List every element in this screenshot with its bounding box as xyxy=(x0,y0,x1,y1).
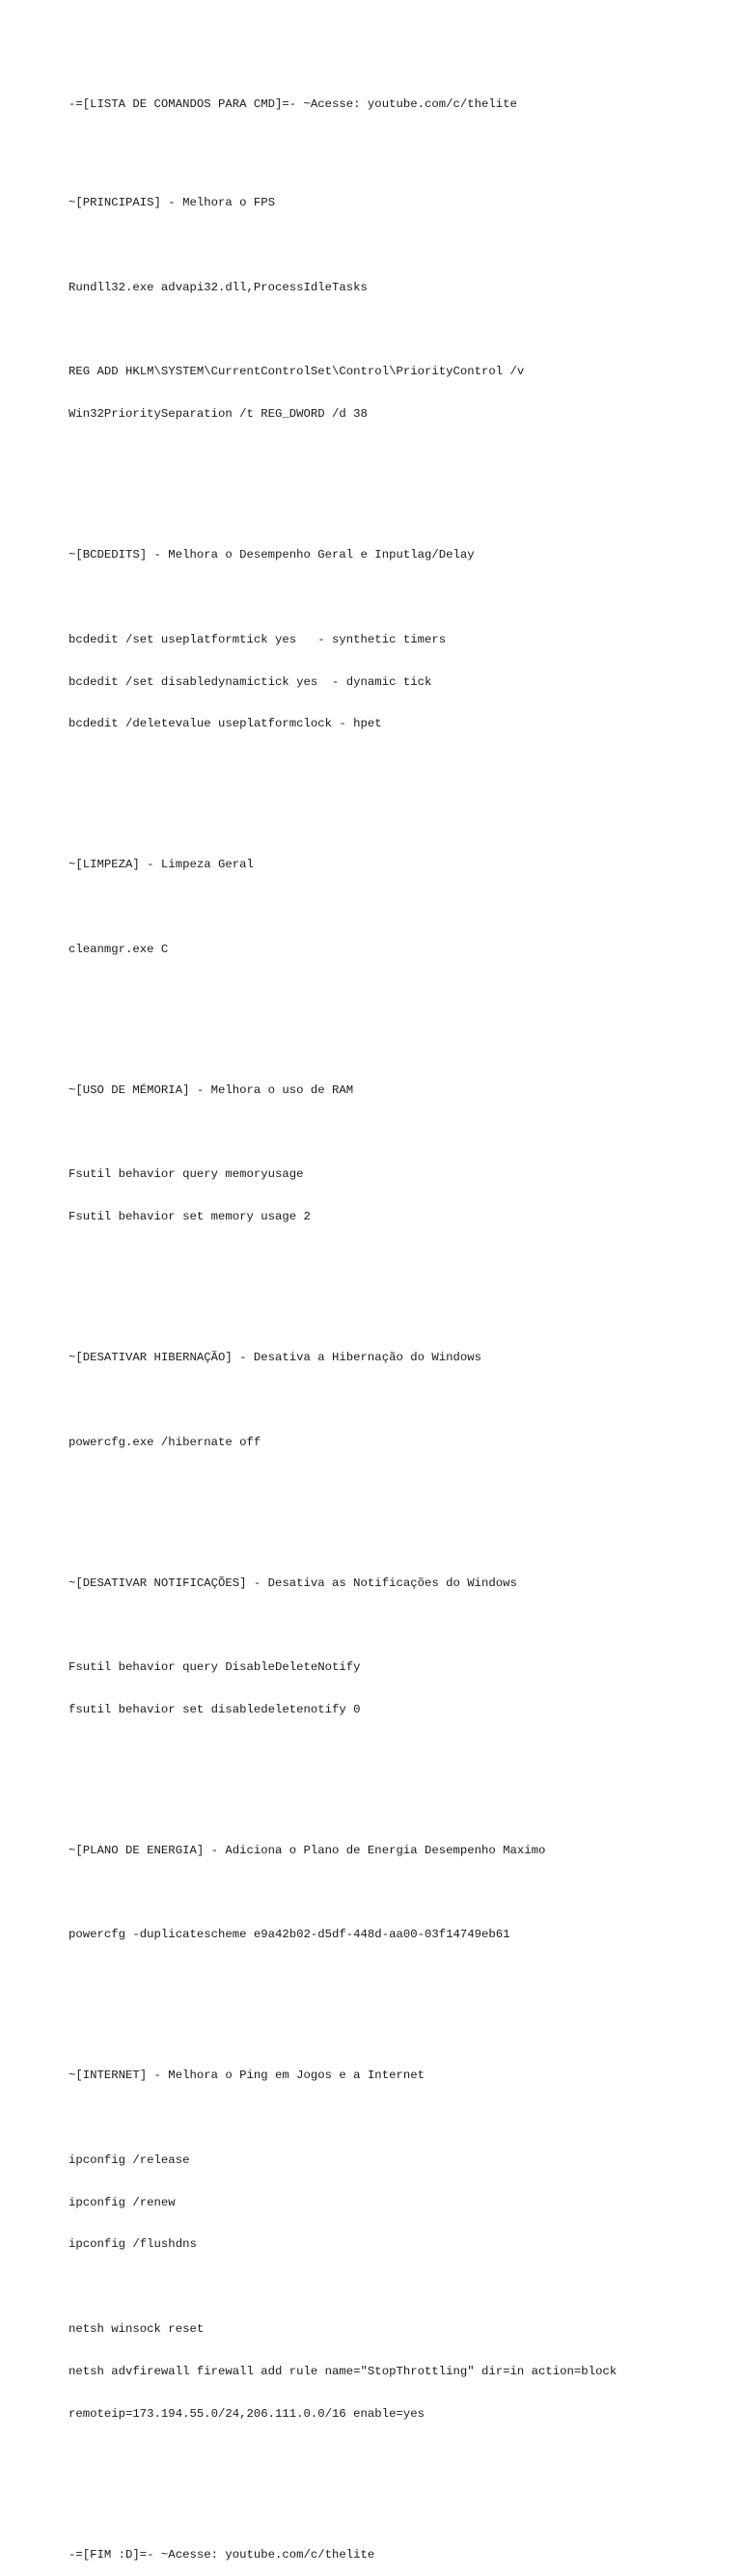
section-title-hibernacao: ~[DESATIVAR HIBERNAÇÃO] - Desativa a Hibernação do Windows xyxy=(69,1351,482,1365)
command-line: fsutil behavior set disabledeletenotify 0 xyxy=(69,1702,361,1716)
command-line: cleanmgr.exe C xyxy=(69,942,169,956)
command-line: ipconfig /renew xyxy=(69,2195,176,2209)
command-line: ipconfig /release xyxy=(69,2152,190,2167)
command-line: Rundll32.exe advapi32.dll,ProcessIdleTasks xyxy=(69,280,368,294)
command-line: Fsutil behavior query DisableDeleteNotify xyxy=(69,1660,361,1675)
command-line: remoteip=173.194.55.0/24,206.111.0.0/16 enable=yes xyxy=(69,2406,425,2421)
document-body xyxy=(69,69,734,2576)
command-line: Fsutil behavior set memory usage 2 xyxy=(69,1210,311,1224)
section-title-notificacoes: ~[DESATIVAR NOTIFICAÇÕES] - Desativa as Notificações do Windows xyxy=(69,1576,517,1590)
document-footer: -=[FIM :D]=- ~Acesse: youtube.com/c/thelite xyxy=(69,2547,375,2562)
section-title-energia: ~[PLANO DE ENERGIA] - Adiciona o Plano de Energia Desempenho Maximo xyxy=(69,1843,546,1857)
section-title-internet: ~[INTERNET] - Melhora o Ping em Jogos e a Internet xyxy=(69,2069,425,2083)
command-line: netsh winsock reset xyxy=(69,2322,205,2336)
section-title-limpeza: ~[LIMPEZA] - Limpeza Geral xyxy=(69,858,254,872)
command-line: powercfg.exe /hibernate off xyxy=(69,1435,261,1449)
section-title-memoria: ~[USO DE MÉMORIA] - Melhora o uso de RAM xyxy=(69,1082,354,1097)
command-line: bcdedit /deletevalue useplatformclock - hpet xyxy=(69,717,382,731)
command-line: ipconfig /flushdns xyxy=(69,2237,197,2252)
command-line: Win32PrioritySeparation /t REG_DWORD /d 38 xyxy=(69,407,368,422)
command-line: Fsutil behavior query memoryusage xyxy=(69,1167,304,1182)
command-line: REG ADD HKLM\SYSTEM\CurrentControlSet\Control\PriorityControl /v xyxy=(69,365,525,379)
command-line: netsh advfirewall firewall add rule name="StopThrottling" dir=in action=block xyxy=(69,2364,618,2378)
command-line: bcdedit /set useplatformtick yes - synthetic timers xyxy=(69,632,447,646)
command-line: powercfg -duplicatescheme e9a42b02-d5df-448d-aa00-03f14749eb61 xyxy=(69,1928,510,1942)
section-title-principais: ~[PRINCIPAIS] - Melhora o FPS xyxy=(69,196,276,210)
document-header: -=[LISTA DE COMANDOS PARA CMD]=- ~Acesse: youtube.com/c/thelite xyxy=(69,97,517,112)
section-title-bcdedits: ~[BCDEDITS] - Melhora o Desempenho Geral e Inputlag/Delay xyxy=(69,548,475,562)
command-line: bcdedit /set disabledynamictick yes - dynamic tick xyxy=(69,674,432,689)
